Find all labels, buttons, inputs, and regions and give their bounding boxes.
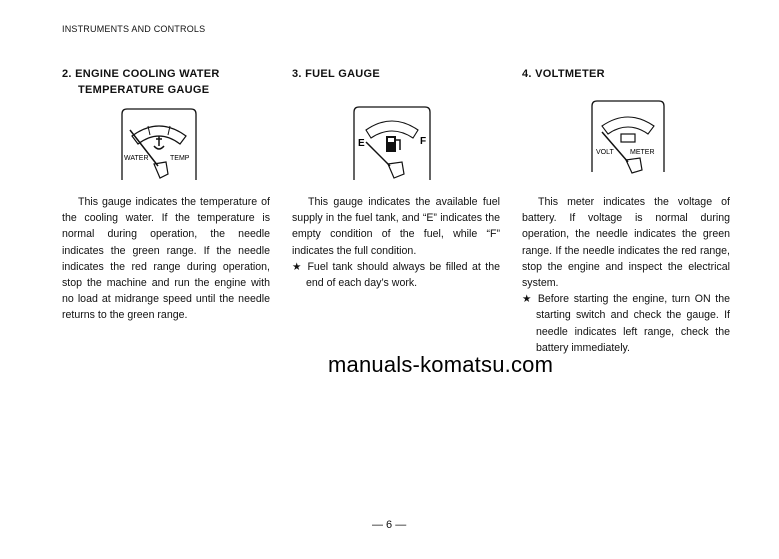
- section-title: 3. FUEL GAUGE: [292, 68, 381, 80]
- body-text: This gauge indicates the available fuel supply in the fuel tank, and “E” indicates the empty condition of the fuel, while “F” indicates the full condition.: [292, 196, 500, 257]
- gauge-label-volt: VOLT: [596, 149, 614, 156]
- section-body: [62, 194, 270, 324]
- section-cooling-water: [62, 66, 272, 98]
- section-body: [292, 194, 500, 291]
- gauge-label-water: WATER: [124, 155, 149, 162]
- page-header: INSTRUMENTS AND CONTROLS: [62, 24, 206, 34]
- section-title-line2: TEMPERATURE GAUGE: [78, 84, 210, 96]
- body-text: This meter indicates the voltage of battery. If voltage is normal during operation, the needle indicates the green range. If the needle indicates the red range, stop the engine and inspect the electrical system.: [522, 196, 730, 290]
- gauge-label-empty: E: [358, 138, 365, 149]
- section-voltmeter: [522, 66, 732, 82]
- section-title: 2. ENGINE COOLING WATER: [62, 68, 220, 80]
- water-temp-gauge-icon: [118, 106, 200, 182]
- gauge-label-meter: METER: [630, 149, 655, 156]
- gauge-label-temp: TEMP: [170, 155, 190, 162]
- page-number: — 6 —: [372, 519, 407, 531]
- note-text: ★ Fuel tank should always be filled at the end of each day’s work.: [292, 260, 500, 290]
- fuel-gauge-icon: [350, 104, 434, 182]
- gauge-label-full: F: [420, 136, 427, 147]
- voltmeter-gauge-icon: [588, 98, 668, 174]
- note-text: ★ Before starting the engine, turn ON the starting switch and check the gauge. If needle indicates left range, check the battery immediately.: [522, 293, 730, 354]
- watermark: manuals-komatsu.com: [328, 352, 554, 377]
- body-text: This gauge indicates the temperature of the cooling water. If the temperature is normal during operation, the needle indicates the green range. If the needle indicates the red range during operation, stop the machine and run the engine with no load at midrange speed until the needle returns to the green range.: [62, 196, 270, 322]
- section-fuel-gauge: [292, 66, 502, 82]
- section-body: [522, 194, 730, 356]
- section-title: 4. VOLTMETER: [522, 68, 605, 80]
